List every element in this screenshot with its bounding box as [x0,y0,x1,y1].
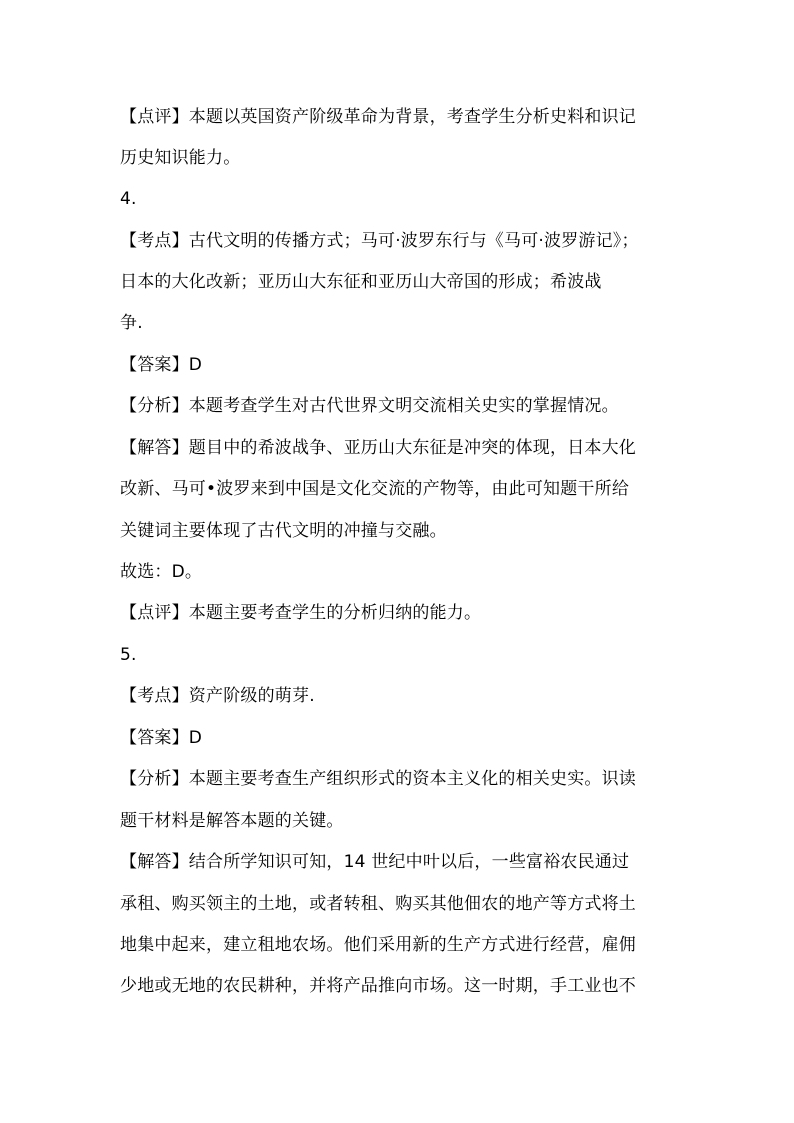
text-line: 故选：D。 [120,562,203,582]
answer-line: 【答案】D [120,728,203,748]
text-line: 争. [120,313,143,333]
text-line: 【分析】本题主要考查生产组织形式的资本主义化的相关史实。识读 [120,769,636,789]
text-line: 历史知识能力。 [120,148,241,168]
question-number: 4. [120,189,137,209]
text-line: 日本的大化改新；亚历山大东征和亚历山大帝国的形成；希波战 [120,272,602,292]
text-line: 地集中起来，建立租地农场。他们采用新的生产方式进行经营，雇佣 [120,935,636,955]
text-line: 【考点】古代文明的传播方式；马可·波罗东行与《马可·波罗游记》； [120,231,639,251]
text-line: 少地或无地的农民耕种，并将产品推向市场。这一时期，手工业也不 [120,976,636,996]
text-line: 改新、马可•波罗来到中国是文化交流的产物等，由此可知题干所给 [120,479,630,499]
text-line: 承租、购买领主的土地，或者转租、购买其他佃农的地产等方式将土 [120,894,636,914]
text-line: 关键词主要体现了古代文明的冲撞与交融。 [120,521,447,541]
question-number: 5. [120,645,137,665]
text-line: 【点评】本题主要考查学生的分析归纳的能力。 [120,603,482,623]
text-line: 【点评】本题以英国资产阶级革命为背景，考查学生分析史料和识记 [120,107,636,127]
answer-line: 【答案】D [120,355,203,375]
text-line: 【解答】题目中的希波战争、亚历山大东征是冲突的体现，日本大化 [120,438,636,458]
text-line: 题干材料是解答本题的关键。 [120,811,344,831]
text-line: 【解答】结合所学知识可知，14 世纪中叶以后，一些富裕农民通过 [120,852,630,872]
text-line: 【分析】本题考查学生对古代世界文明交流相关史实的掌握情况。 [120,396,619,416]
text-line: 【考点】资产阶级的萌芽. [120,686,315,706]
